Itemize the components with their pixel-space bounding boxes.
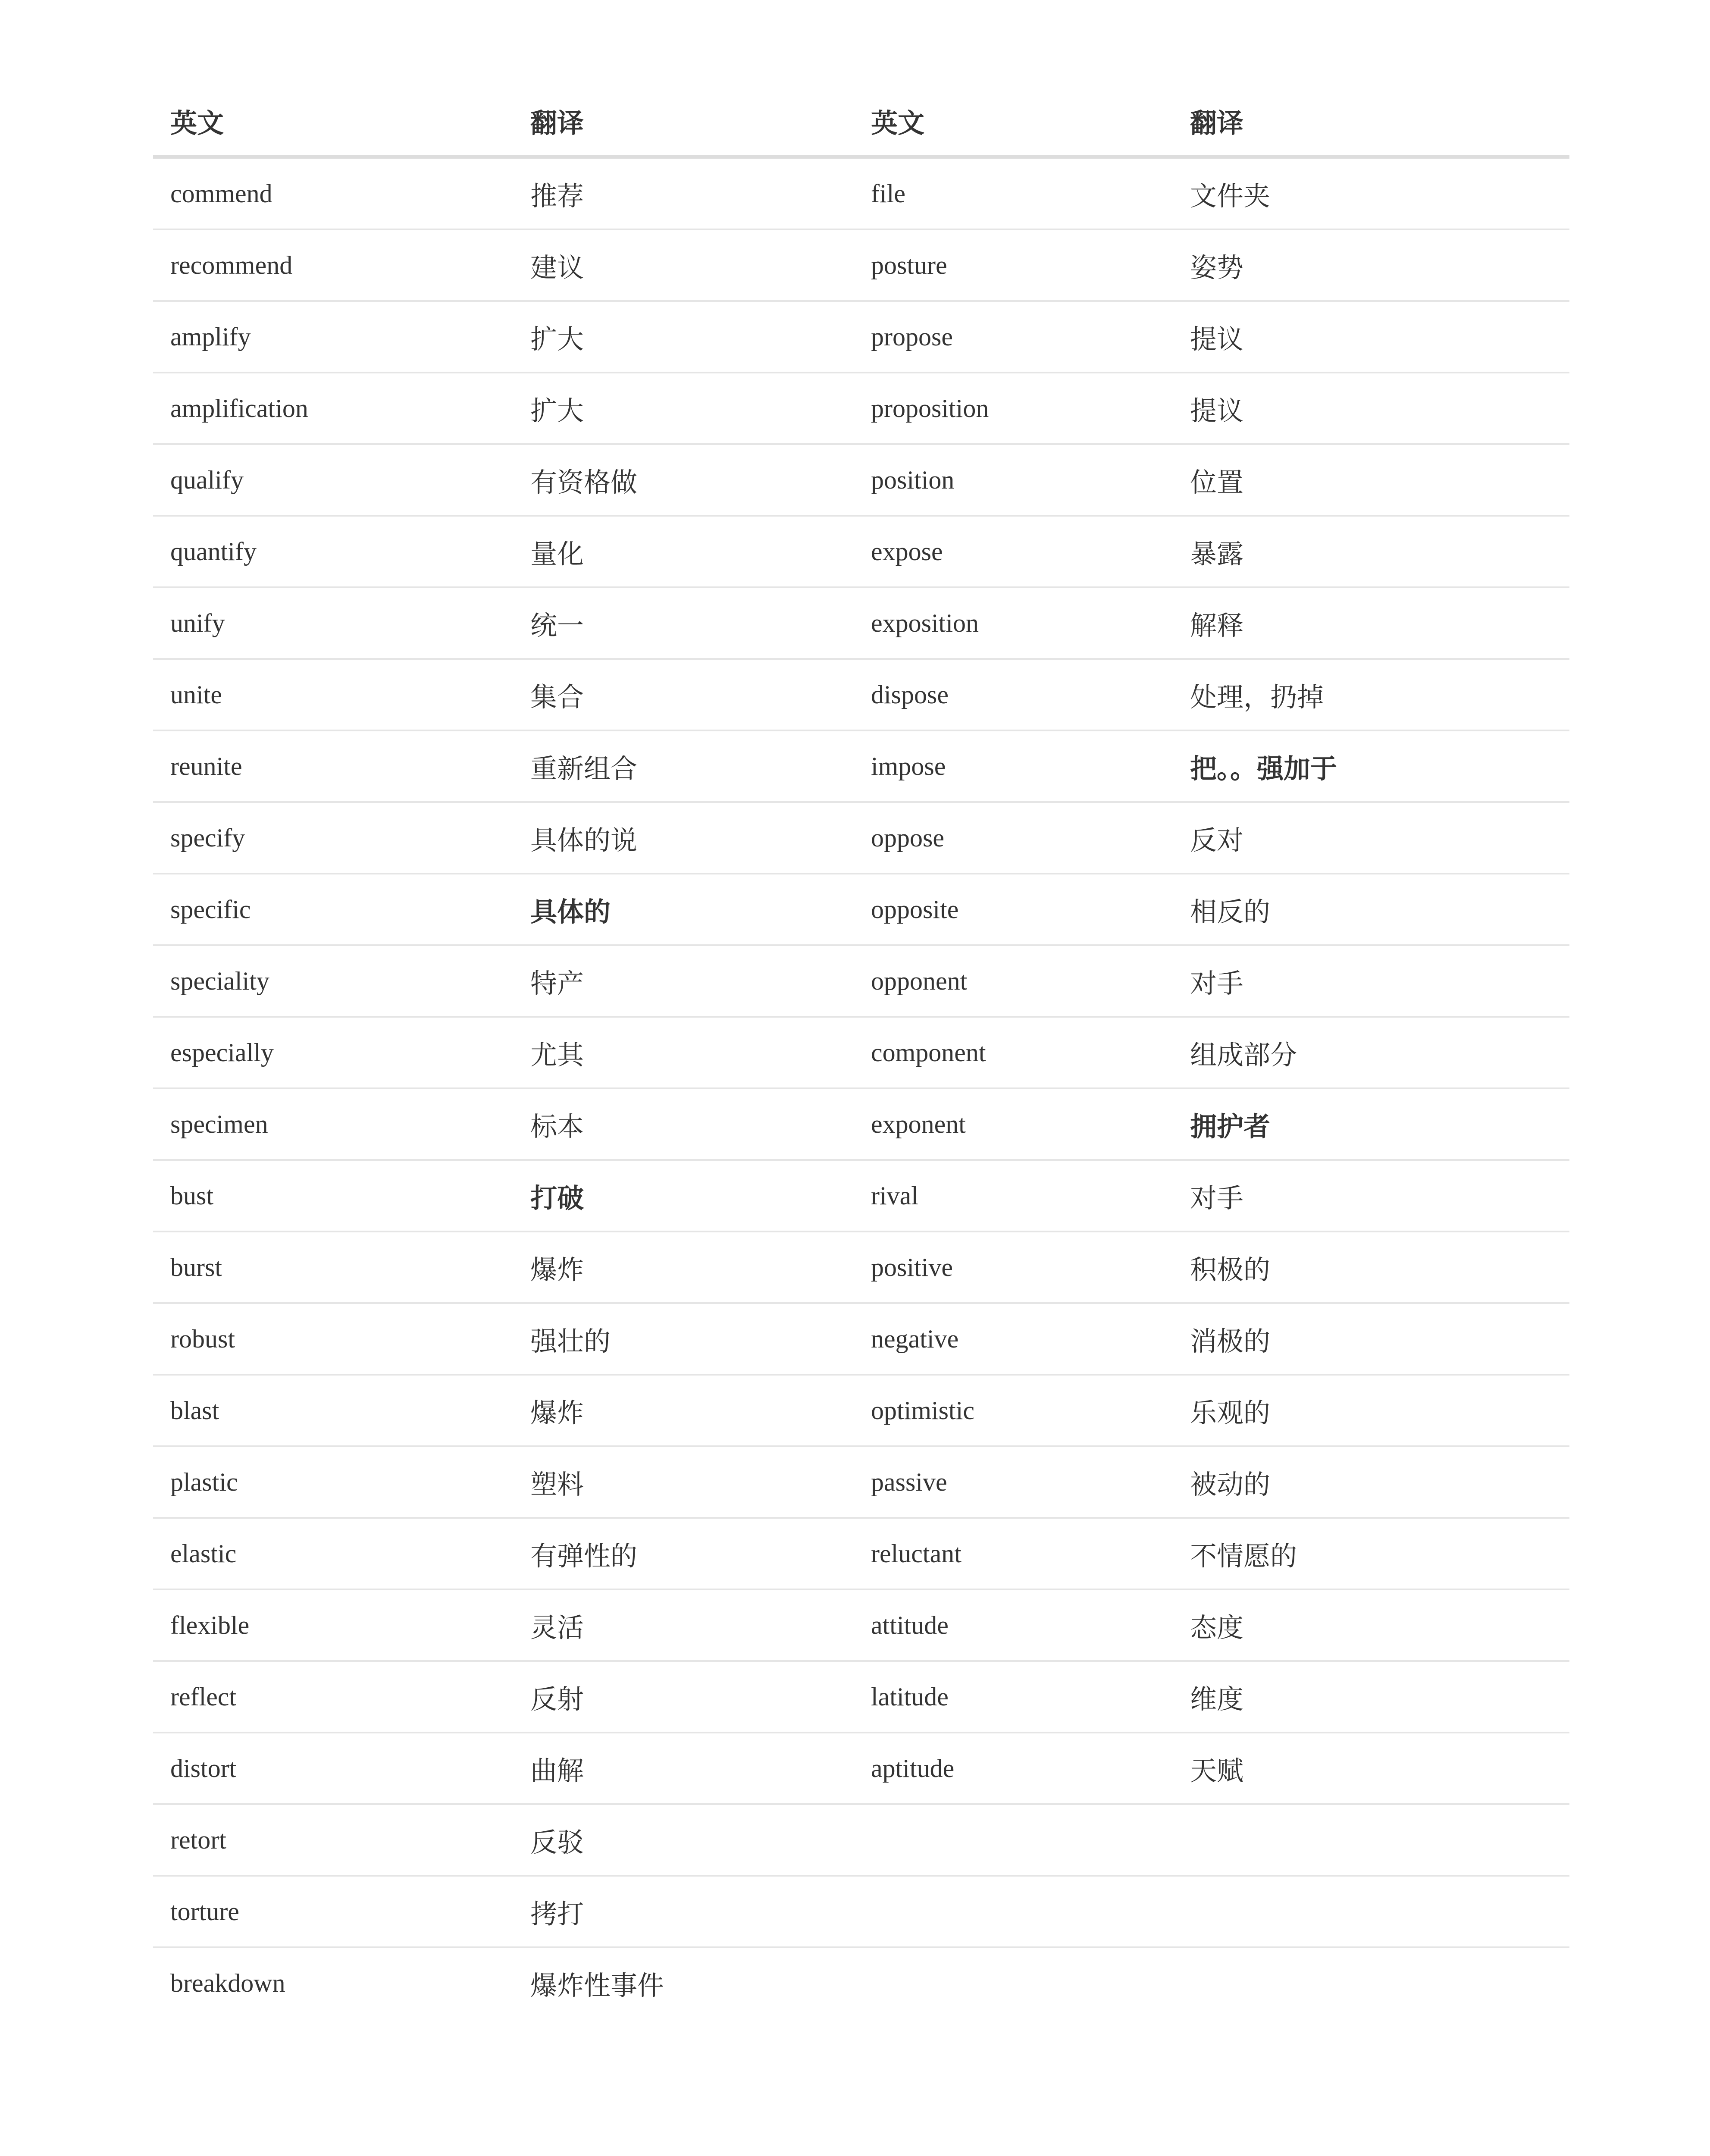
table-row (153, 444, 1569, 516)
english-word-left: specific (153, 874, 513, 945)
translation-left: 有弹性的 (513, 1518, 854, 1589)
english-word-left: commend (153, 157, 513, 229)
english-word-left: specimen (153, 1088, 513, 1160)
english-word-left: specify (153, 802, 513, 874)
table-row (153, 945, 1569, 1017)
english-word-left: especially (153, 1017, 513, 1088)
translation-right: 提议 (1173, 373, 1569, 444)
table-row (153, 587, 1569, 659)
table-row (153, 1232, 1569, 1303)
english-word-right: aptitude (854, 1733, 1173, 1804)
translation-right: 文件夹 (1173, 157, 1569, 229)
translation-right (1173, 1804, 1569, 1876)
english-word-left: blast (153, 1375, 513, 1446)
english-word-left: amplify (153, 301, 513, 373)
table-row (153, 157, 1569, 229)
header-english-left: 英文 (153, 86, 513, 157)
table-row (153, 802, 1569, 874)
english-word-right: attitude (854, 1589, 1173, 1661)
table-row (153, 1518, 1569, 1589)
table-row (153, 1733, 1569, 1804)
english-word-right: proposition (854, 373, 1173, 444)
english-word-right: reluctant (854, 1518, 1173, 1589)
translation-right: 解释 (1173, 587, 1569, 659)
table-row (153, 1303, 1569, 1375)
english-word-left: burst (153, 1232, 513, 1303)
english-word-left: breakdown (170, 1968, 285, 1997)
table-row (153, 1446, 1569, 1518)
translation-right: 乐观的 (1173, 1375, 1569, 1446)
english-word-right: exposition (854, 587, 1173, 659)
translation-left: 具体的 (513, 874, 854, 945)
translation-right: 暴露 (1173, 516, 1569, 587)
translation-right: 积极的 (1173, 1232, 1569, 1303)
table-row (153, 1661, 1569, 1733)
translation-left: 拷打 (513, 1876, 854, 1947)
translation-right: 反对 (1173, 802, 1569, 874)
table-row (153, 1375, 1569, 1446)
english-word-right: passive (854, 1446, 1173, 1518)
translation-left: 扩大 (513, 301, 854, 373)
english-word-left: robust (153, 1303, 513, 1375)
translation-left: 灵活 (513, 1589, 854, 1661)
english-word-left: unite (153, 659, 513, 730)
english-word-right: positive (854, 1232, 1173, 1303)
translation-right: 对手 (1173, 945, 1569, 1017)
table-row (153, 229, 1569, 301)
english-word-left: bust (153, 1160, 513, 1232)
translation-left: 特产 (513, 945, 854, 1017)
vocabulary-sheet (153, 86, 1569, 2018)
translation-right (1173, 1947, 1569, 2018)
translation-left: 塑料 (513, 1446, 854, 1518)
translation-left: 集合 (513, 659, 854, 730)
table-row (153, 516, 1569, 587)
translation-left: 推荐 (513, 157, 854, 229)
translation-left: 建议 (513, 229, 854, 301)
translation-right: 把。。强加于 (1173, 730, 1569, 802)
translation-right: 提议 (1173, 301, 1569, 373)
table-row (153, 1017, 1569, 1088)
translation-right: 天赋 (1173, 1733, 1569, 1804)
english-word-left: reunite (153, 730, 513, 802)
translation-left: 打破 (513, 1160, 854, 1232)
english-word-left: plastic (153, 1446, 513, 1518)
translation-left: 曲解 (513, 1733, 854, 1804)
translation-right: 姿势 (1173, 229, 1569, 301)
english-word-left: elastic (153, 1518, 513, 1589)
english-word-right: propose (854, 301, 1173, 373)
translation-right: 拥护者 (1173, 1088, 1569, 1160)
translation-right: 不情愿的 (1173, 1518, 1569, 1589)
english-word-left: retort (153, 1804, 513, 1876)
translation-right: 被动的 (1173, 1446, 1569, 1518)
translation-left: 扩大 (513, 373, 854, 444)
translation-right: 消极的 (1173, 1303, 1569, 1375)
translation-right: 相反的 (1173, 874, 1569, 945)
english-word-right (854, 1804, 1173, 1876)
english-word-left: distort (153, 1733, 513, 1804)
english-word-right: impose (854, 730, 1173, 802)
translation-left: 爆炸 (513, 1232, 854, 1303)
english-word-left: unify (153, 587, 513, 659)
translation-right (1173, 1876, 1569, 1947)
english-word-right: negative (854, 1303, 1173, 1375)
english-word-right (854, 1876, 1173, 1947)
vocabulary-table (153, 86, 1569, 2018)
table-row (153, 659, 1569, 730)
table-header-row (153, 86, 1569, 157)
translation-left: 量化 (513, 516, 854, 587)
table-body (153, 157, 1569, 2018)
translation-right: 维度 (1173, 1661, 1569, 1733)
translation-right: 位置 (1173, 444, 1569, 516)
translation-right: 组成部分 (1173, 1017, 1569, 1088)
english-word-right: opposite (854, 874, 1173, 945)
table-row (153, 730, 1569, 802)
english-word-right: oppose (854, 802, 1173, 874)
table-row (153, 1947, 1569, 2018)
translation-left: 反驳 (513, 1804, 854, 1876)
english-word-left: torture (153, 1876, 513, 1947)
table-row (153, 1088, 1569, 1160)
translation-left: 反射 (513, 1661, 854, 1733)
english-word-left: flexible (153, 1589, 513, 1661)
translation-right: 处理，扔掉 (1173, 659, 1569, 730)
translation-left: 爆炸性事件 (530, 1969, 664, 2001)
english-word-right: component (854, 1017, 1173, 1088)
header-translation-left: 翻译 (513, 86, 854, 157)
english-word-right: exponent (854, 1088, 1173, 1160)
translation-left: 具体的说 (513, 802, 854, 874)
english-word-right: latitude (854, 1661, 1173, 1733)
english-word-right: expose (854, 516, 1173, 587)
english-word-right: opponent (854, 945, 1173, 1017)
english-word-right: posture (854, 229, 1173, 301)
translation-left: 有资格做 (513, 444, 854, 516)
table-row (153, 1160, 1569, 1232)
english-word-left: amplification (153, 373, 513, 444)
english-word-right: optimistic (854, 1375, 1173, 1446)
english-word-left: quantify (153, 516, 513, 587)
table-row (153, 301, 1569, 373)
english-word-right: rival (854, 1160, 1173, 1232)
translation-left: 爆炸 (513, 1375, 854, 1446)
english-word-left: recommend (153, 229, 513, 301)
table-row (153, 874, 1569, 945)
english-word-right: file (854, 157, 1173, 229)
translation-left: 标本 (513, 1088, 854, 1160)
translation-left: 强壮的 (513, 1303, 854, 1375)
table-row (153, 1876, 1569, 1947)
table-row (153, 1804, 1569, 1876)
english-word-left: qualify (153, 444, 513, 516)
translation-right: 对手 (1173, 1160, 1569, 1232)
translation-left: 重新组合 (513, 730, 854, 802)
english-word-left: reflect (153, 1661, 513, 1733)
english-word-right: position (854, 444, 1173, 516)
header-translation-right: 翻译 (1173, 86, 1569, 157)
header-english-right: 英文 (854, 86, 1173, 157)
table-row (153, 373, 1569, 444)
english-word-right: dispose (854, 659, 1173, 730)
english-word-left: speciality (153, 945, 513, 1017)
translation-right: 态度 (1173, 1589, 1569, 1661)
english-word-right (854, 1947, 1173, 2018)
translation-left: 统一 (513, 587, 854, 659)
translation-left: 尤其 (513, 1017, 854, 1088)
table-row (153, 1589, 1569, 1661)
